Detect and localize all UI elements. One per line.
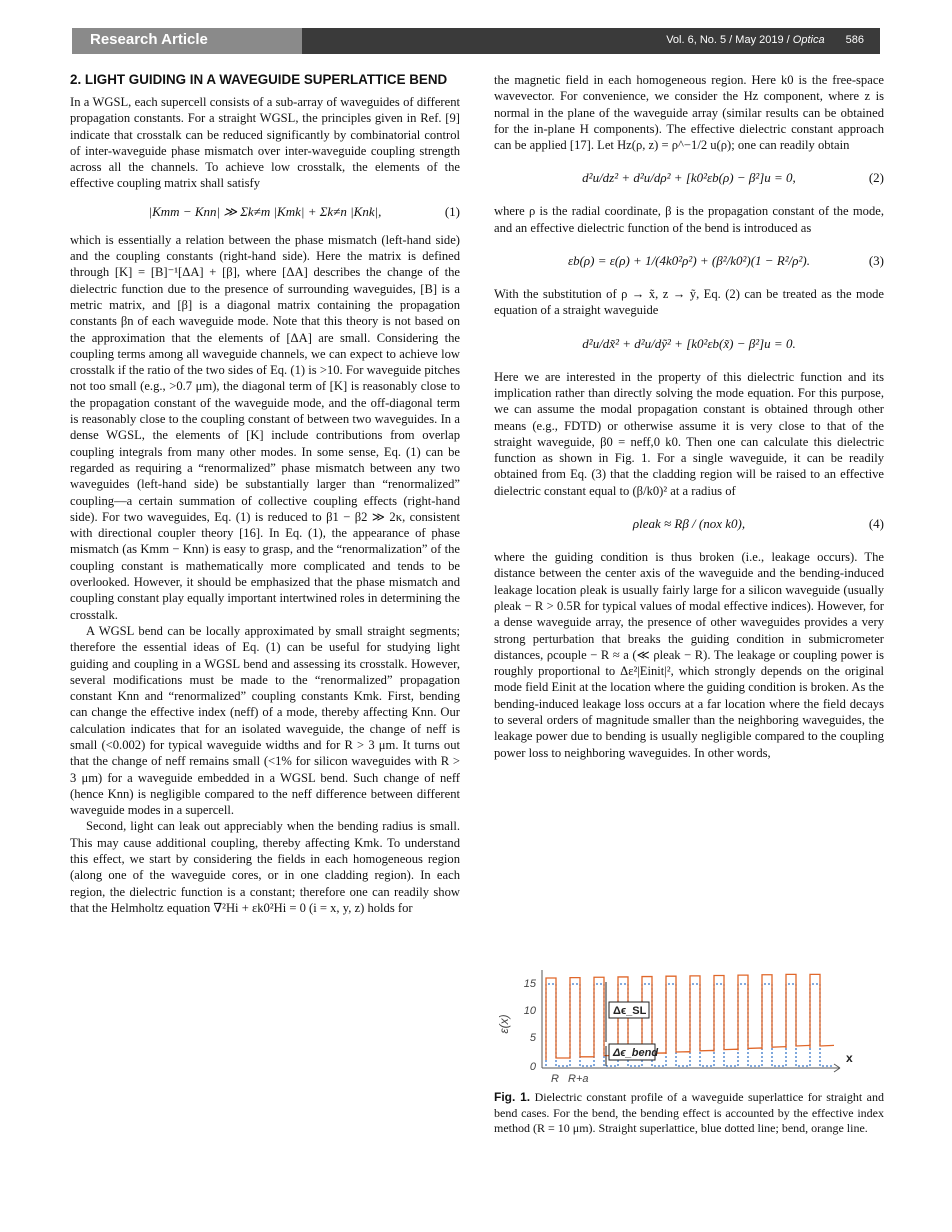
journal-name: Optica [792, 34, 825, 46]
equation-2 [494, 157, 884, 199]
caption-label: Fig. 1. [494, 1090, 531, 1104]
y-tick-label: 15 [523, 978, 536, 990]
equation-3 [494, 240, 884, 282]
equation-text: ρleak ≈ Rβ / (nox k0), [632, 515, 746, 531]
journal-header [72, 28, 880, 54]
equation-text: d²u/dz² + d²u/dρ² + [k0²εb(ρ) − β²]u = 0, [582, 170, 796, 186]
x-tick-label: R [551, 1073, 559, 1085]
volume-info: Vol. 6, No. 5 / May 2019 / [666, 34, 790, 46]
delta-bend-label: Δϵ_bend [613, 1047, 659, 1059]
dielectric-profile-plot [494, 962, 884, 1087]
equation-text: d²u/dx̃² + d²u/dỹ² + [k0²εb(x̃) − β²]u = 0. [582, 335, 796, 351]
paragraph: the magnetic field in each homogeneous region. Here k0 is the free-space wavevector. For convenience, we consider the Hz component, where z is normal in the plane of the waveguide array (similar results can be obtained for the in-plane H components). The effective dielectric constant approach can be applied [17]. Let Hz(ρ, z) = ρ^−1/2 u(ρ); one can readily obtain [494, 73, 884, 153]
x-tick-label: R+a [568, 1073, 589, 1085]
equation-text: εb(ρ) = ε(ρ) + 1/(4k0²ρ²) + (β²/k0²)(1 − R²/ρ²). [567, 252, 810, 268]
right-column [494, 72, 884, 761]
paragraph: A WGSL bend can be locally approximated by small straight segments; therefore the essential ideas of Eq. (1) can be useful for studying light guiding and coupling in a WGSL bend and assessing its crosstalk. However, several modifications must be made to the “renormalized” propagation constant Knn and “renormalized” coupling constants Kmk. First, bending can change the effective index (neff) of a mode, thereby affecting Knn. Our calculation indicates that for an isolated waveguide, the change of neff is small (<0.002) for typical waveguide widths and for R > 3 μm. It turns out that the change of neff remains small (<1% for silicon waveguides with R > 3 μm) for a waveguide embedded in a WGSL bend. Such change of neff (hence Knn) is negligible compared to the neff difference between different waveguide modes in a supercell. [70, 623, 460, 818]
x-axis-label: x [846, 1051, 853, 1065]
paragraph: which is essentially a relation between the phase mismatch (left-hand side) and the coupling constants (right-hand side). Here the matrix is defined through [K] = [B]⁻¹[ΔA] + [β], where [ΔA] describes the change of the dielectric function due to the presence of surrounding waveguides, [B] is a metric matrix, and [β] is a diagonal matrix containing the propagation constants βn of each waveguide mode. Note that this theory is not based on the approximation that the elements of [ΔA] are small. Considering the coupling terms among all waveguide channels, we can expect to achieve low crosstalk if the ratio of the two sides of Eq. (1) is >10. For waveguide pitches not too small (e.g., >0.7 μm), the diagonal term of [K] is reasonably close to the propagation constant of the waveguide mode, and the off-diagonal term is reasonably close to the coupling constant of between two waveguides. In a dense WGSL, the elements of [K] include contributions from overlap coupling integrals from many other modes. In some sense, Eq. (1) can be regarded as requiring a “renormalized” phase mismatch between any two waveguides (left-hand side) be substantially larger than “renormalized” coupling—a certain summation of collective coupling effects (right-hand side). For two waveguides, Eq. (1) is reduced to β1 − β2 ≫ 2κ, consistent with directional coupler theory [16]. In Eq. (1), the appearance of phase mismatch (as Kmm − Knn) is easy to grasp, and the “renormalization” of the coupling constant is mathematically more complicated and tends to be overlooked. However, it should be emphasized that the phase mismatch and coupling constant play equally important intertwined roles in determining the crosstalk. [70, 232, 460, 622]
section-heading: 2. LIGHT GUIDING IN A WAVEGUIDE SUPERLATTICE BEND [70, 72, 448, 87]
equation-number: (2) [868, 170, 884, 186]
page-number: 586 [845, 34, 864, 46]
x-axis-arrow [834, 1068, 840, 1072]
journal-info [666, 34, 864, 46]
x-axis-arrow [834, 1064, 840, 1068]
y-tick-label: 0 [529, 1061, 536, 1073]
y-tick-label: 10 [523, 1005, 536, 1017]
equation-straight [494, 323, 884, 365]
y-tick-label: 5 [529, 1032, 536, 1044]
equation-4 [494, 503, 884, 545]
paragraph: Here we are interested in the property of this dielectric function and its implication rather than directly solving the mode equation. For this purpose, we can assume the modal propagation constant is obtained through other means (e.g., FDTD) or otherwise assume it is very close to that of the straight waveguide, β0 = neff,0 k0. Then one can calculate this dielectric function as shown in Fig. 1. For a single waveguide, it can be readily obtained from Eq. (3) that the cladding region will be raised to an effective dielectric constant equal to (β/k0)² at a radius of [494, 369, 884, 498]
equation-number: (3) [868, 252, 884, 268]
article-type: Research Article [90, 31, 208, 48]
left-column [70, 72, 460, 916]
equation-number: (1) [444, 203, 460, 219]
equation-1 [70, 196, 460, 228]
y-axis-label: ε(x) [497, 1014, 511, 1034]
figure-1 [494, 962, 884, 1092]
paragraph: Second, light can leak out appreciably when the bending radius is small. This may cause additional coupling, thereby affecting Kmk. To understand this effect, we start by considering the fields in each homogeneous region (along one of the waveguide cores, or in one cladding region). In each region, the dielectric function is a constant; therefore one can readily show that the Helmholtz equation ∇²Hi + εk0²Hi = 0 (i = x, y, z) holds for [70, 819, 460, 915]
equation-text: |Kmm − Knn| ≫ Σk≠m |Kmk| + Σk≠n |Knk|, [148, 203, 382, 219]
bend-profile-line [546, 974, 834, 1060]
delta-sl-label: Δϵ_SL [613, 1005, 647, 1017]
article-type-banner [72, 28, 302, 54]
paragraph: In a WGSL, each supercell consists of a sub-array of waveguides of different propagation constants. For a straight WGSL, the principles given in Ref. [9] indicate that crosstalk can be reduced significantly by combinatorial control of inter-waveguide phase mismatch over inter-waveguide coupling strength across all the channels. To achieve low crosstalk, the elements of the effective coupling matrix shall satisfy [70, 95, 460, 191]
equation-number: (4) [868, 515, 884, 531]
paragraph: where the guiding condition is thus broken (i.e., leakage occurs). The distance between the center axis of the waveguide and the bending-induced leakage location ρleak is usually fairly large for a silicon waveguide (usually ρleak − R > 0.5R for typical values of modal effective indices). However, for a dense waveguide array, the presence of other waveguides provides a very strong perturbation that breaks the guiding condition in submicrometer distances, ρcouple − R ≈ a (≪ ρleak − R). The leakage or coupling power is roughly proportional to Δε²|Einit|², which strongly depends on the original mode field Einit at the location where the guiding condition is broken. As the bending-induced leakage loss occurs at a far location where the field decays to several orders of magnitude smaller than the neighboring waveguides, the leakage power due to bending is usually negligible compared to the coupling power loss to neighboring waveguides. In other words, [494, 550, 884, 760]
paragraph: With the substitution of ρ → x̃, z → ỹ, Eq. (2) can be treated as the mode equation of a straight waveguide [494, 287, 884, 318]
figure-caption [494, 1090, 884, 1137]
paragraph: where ρ is the radial coordinate, β is the propagation constant of the mode, and an effective dielectric function of the bend is introduced as [494, 204, 884, 235]
caption-text: Dielectric constant profile of a waveguide superlattice for straight and bend cases. For the bend, the bending effect is accounted by the effective index method (R = 10 μm). Straight superlattice, blue dotted line; bend, orange line. [494, 1090, 885, 1135]
